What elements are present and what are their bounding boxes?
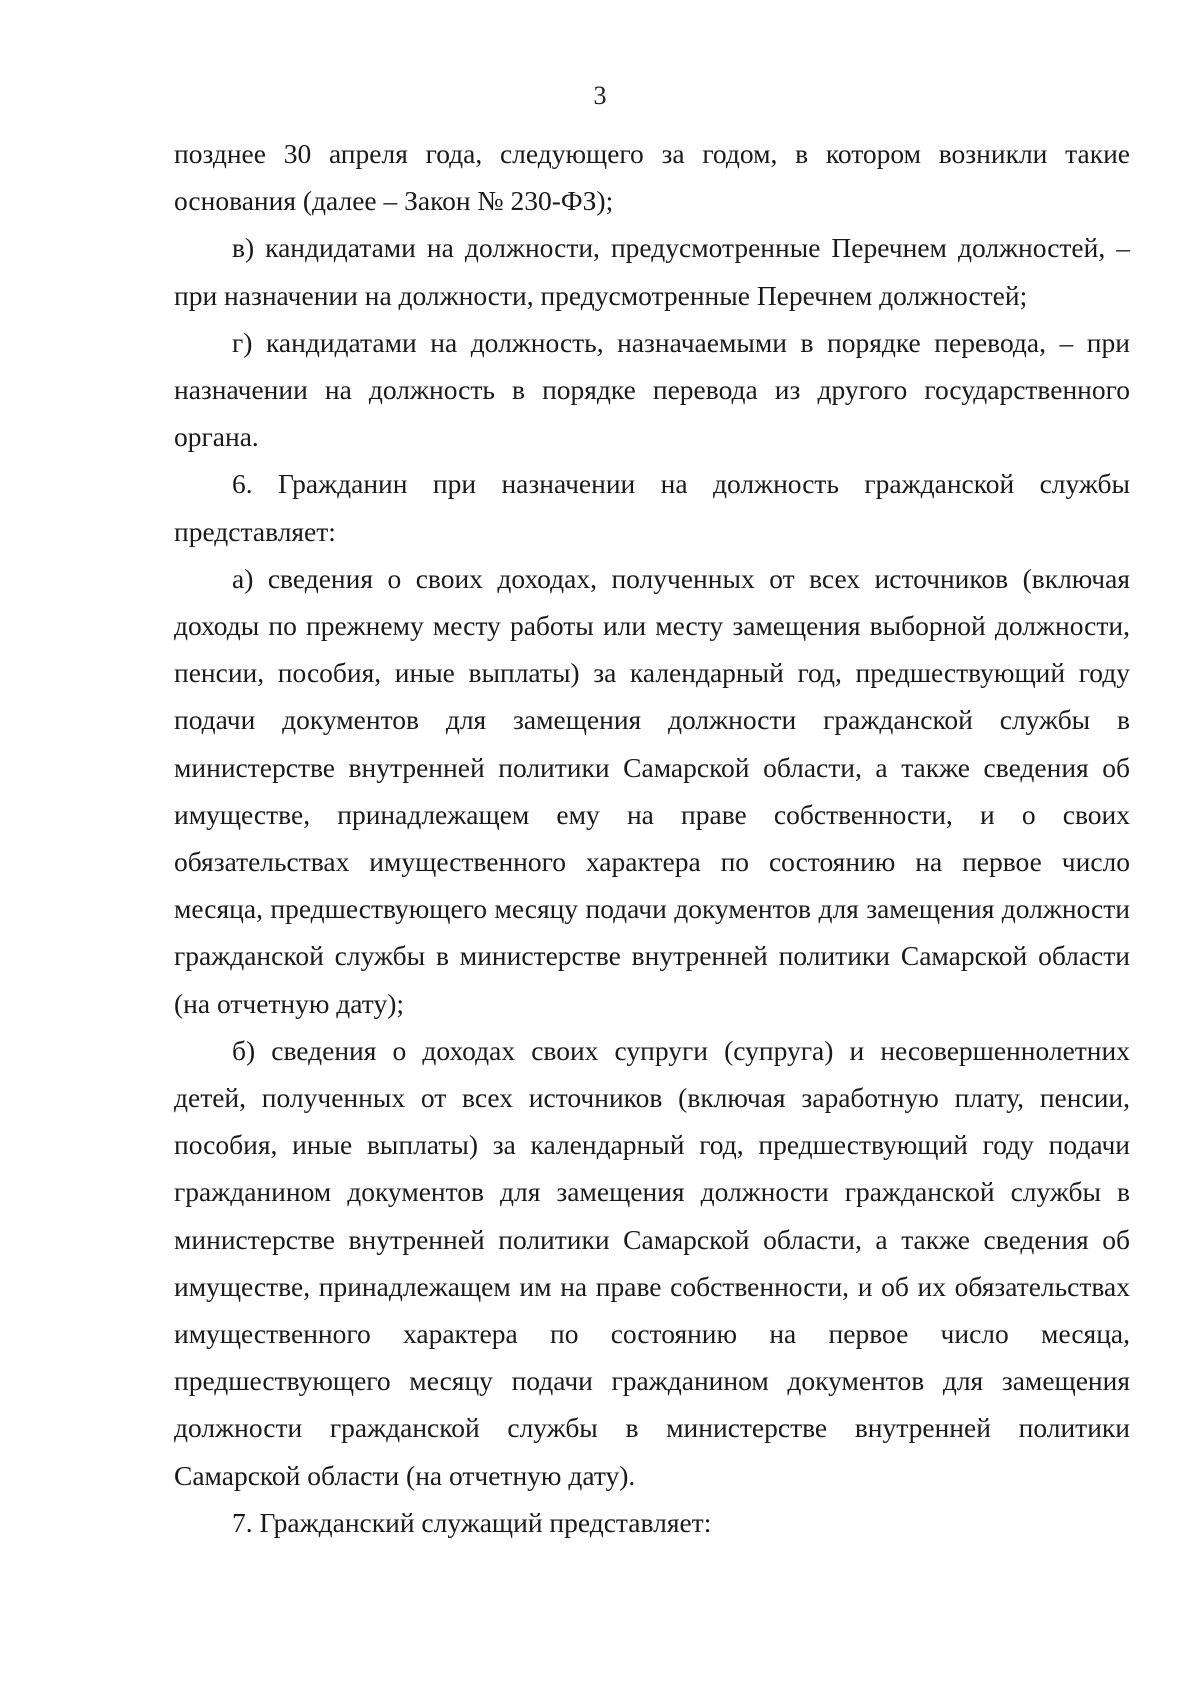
document-body bbox=[174, 130, 1130, 1546]
paragraph-section-7: 7. Гражданский служащий представляет: bbox=[232, 1506, 712, 1538]
paragraph-item-a: а) сведения о своих доходах, полученных от всех источников (включая доходы по прежнему месту работы или месту замещения выборной должности, пенсии, пособия, иные выплаты) за календарный год, предшествующий году подачи документов для замещения должности гражданской службы в министерстве внутренней политики Самарской области, а также сведения об имуществе, принадлежащем ему на праве собственности, и о своих обязательствах имущественного характера по состоянию на первое число месяца, предшествующего месяцу подачи документов для замещения должности гражданской службы в министерстве внутренней политики Самарской области (на отчетную дату); bbox=[174, 562, 1130, 1019]
paragraph-continuation: позднее 30 апреля года, следующего за годом, в котором возникли такие основания (далее – Закон № 230-ФЗ); bbox=[174, 138, 1130, 217]
paragraph-item-g: г) кандидатами на должность, назначаемыми в порядке перевода, – при назначении на должность в порядке перевода из другого государственного органа. bbox=[174, 326, 1130, 453]
paragraph-item-b: б) сведения о доходах своих супруги (супруга) и несовершеннолетних детей, полученных от всех источников (включая заработную плату, пенсии, пособия, иные выплаты) за календарный год, предшествующий году подачи гражданином документов для замещения должности гражданской службы в министерстве внутренней политики Самарской области, а также сведения об имуществе, принадлежащем им на праве собственности, и об их обязательствах имущественного характера по состоянию на первое число месяца, предшествующего месяцу подачи гражданином документов для замещения должности гражданской службы в министерстве внутренней политики Самарской области (на отчетную дату). bbox=[174, 1034, 1130, 1491]
page-number: 3 bbox=[593, 81, 607, 110]
paragraph-section-6: 6. Гражданин при назначении на должность гражданской службы представляет: bbox=[174, 468, 1130, 547]
paragraph-item-v: в) кандидатами на должности, предусмотренные Перечнем должностей, – при назначении на должности, предусмотренные Перечнем должностей; bbox=[174, 232, 1130, 311]
